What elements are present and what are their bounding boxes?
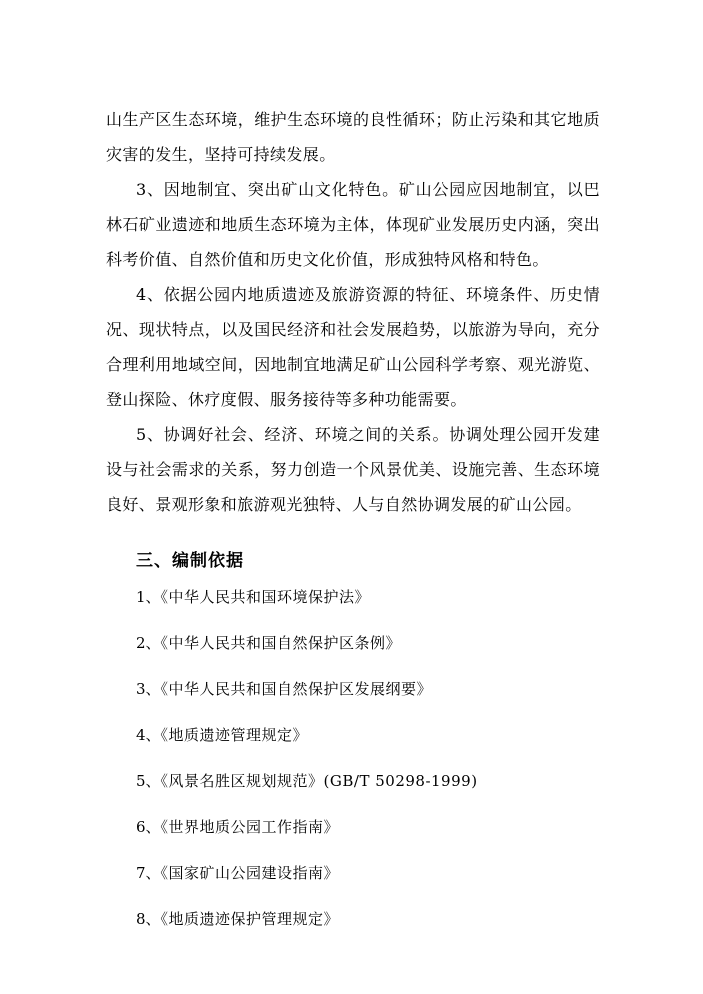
list-item [136, 674, 478, 720]
list-item [136, 582, 478, 628]
list-item [136, 858, 478, 904]
list-item-text: 《中华人民共和国环境保护法》 [160, 588, 371, 606]
list-item-number: 1、 [136, 588, 161, 606]
list-item-number: 7、 [136, 864, 161, 882]
list-item-number: 8、 [136, 910, 161, 928]
paragraph-principle-4: 4、依据公园内地质遗迹及旅游资源的特征、环境条件、历史情况、现状特点，以及国民经济和社会发展趋势，以旅游为导向，充分合理利用地域空间，因地制宜地满足矿山公园科学考察、观光游览、登山探险、休疗度假、服务接待等多种功能需要。 [106, 285, 600, 409]
list-item-text: 《地质遗迹保护管理规定》 [160, 910, 340, 928]
list-item-text: 《风景名胜区规划规范》(GB/T 50298-1999) [160, 772, 478, 790]
reference-list [136, 582, 478, 950]
list-item-text: 《国家矿山公园建设指南》 [160, 864, 340, 882]
list-item [136, 628, 478, 674]
list-item-number: 5、 [136, 772, 161, 790]
list-item-text: 《世界地质公园工作指南》 [160, 818, 340, 836]
list-item [136, 904, 478, 950]
list-item-text: 《中华人民共和国自然保护区条例》 [160, 634, 402, 652]
list-item-text: 《地质遗迹管理规定》 [160, 726, 309, 744]
paragraph-principle-3: 3、因地制宜、突出矿山文化特色。矿山公园应因地制宜，以巴林石矿业遗迹和地质生态环境为主体，体现矿业发展历史内涵，突出科考价值、自然价值和历史文化价值，形成独特风格和特色。 [106, 180, 600, 269]
list-item-number: 6、 [136, 818, 161, 836]
list-item-number: 2、 [136, 634, 161, 652]
list-item-number: 3、 [136, 680, 161, 698]
list-item-number: 4、 [136, 726, 161, 744]
list-item [136, 720, 478, 766]
section-heading: 三、编制依据 [136, 551, 244, 571]
list-item [136, 766, 478, 812]
paragraph-principle-5: 5、协调好社会、经济、环境之间的关系。协调处理公园开发建设与社会需求的关系，努力创造一个风景优美、设施完善、生态环境良好、景观形象和旅游观光独特、人与自然协调发展的矿山公园。 [106, 425, 600, 514]
list-item [136, 812, 478, 858]
list-item-text: 《中华人民共和国自然保护区发展纲要》 [160, 680, 433, 698]
paragraph-ecology: 山生产区生态环境，维护生态环境的良性循环；防止污染和其它地质灾害的发生，坚持可持续发展。 [106, 110, 600, 164]
